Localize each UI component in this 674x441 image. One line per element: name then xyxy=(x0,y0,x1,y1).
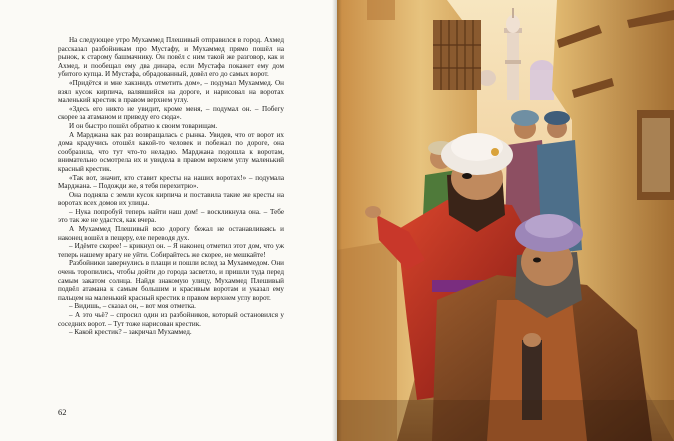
paragraph: И он быстро пошёл обратно к своим товарищам. xyxy=(69,121,218,130)
paragraph: Разбойники завернулись в плащи и пошли вслед за Мухаммедом. Они очень торопились, чтобы дойти до города засветло, и пришли туда перед самым закатом солнца. Найдя знакомую улицу, Мухаммед Плешивый подвёл атамана к самым большим и красивым воротам и указал ему пальцем на маленький красный крестик в правом верхнем углу ворот. xyxy=(58,259,284,302)
paragraph: – А это чьё? – спросил один из разбойников, который остановился у соседних ворот. – Тут тоже нарисован крестик. xyxy=(58,311,284,328)
paragraph: – Нука попробуй теперь найти наш дом! – воскликнула она. – Тебе это так же не удастся, как вчера. xyxy=(58,207,284,225)
book-gutter xyxy=(332,0,342,441)
paragraph: «Здесь его никто не увидит, кроме меня, – подумал он. – Побегу скорее за атаманом и приведу его сюда». xyxy=(58,104,284,122)
page-number: 62 xyxy=(58,407,67,417)
paragraph: – Идёмте скорее! – крикнул он. – Я наконец отметил этот дом, что уж теперь нашему врагу не уйти. Собирайтесь же скорее, не мешкайте! xyxy=(58,242,284,259)
paragraph: – Какой крестик? – закричал Мухаммед. xyxy=(69,328,192,337)
paragraph: На следующее утро Мухаммед Плешивый отправился в город. Ахмед рассказал разбойникам про Мустафу, и Мухаммед прямо пошёл на рынок, к старому башмачнику. Он повёл с ним такой же разговор, как и Ахмед, и пообещал ему два динара, если Мустафа покажет ему дом убитого купца. И Мустафа, обрадованный, довёл его до самых ворот. xyxy=(58,36,284,79)
story-text xyxy=(58,36,284,337)
paragraph: «Так вот, значит, кто ставит кресты на наших воротах!» – подумала Марджана. – Подожди же, я тебя перехитрю». xyxy=(58,173,284,191)
paragraph: А Марджана как раз возвращалась с рынка. Увидев, что от ворот их дома крадучись отошёл какой-то человек и побежал по дороге, она сообразила, что тут что-то неладно. Марджана подошла к воротам, внимательно осмотрела их и увидела в правом верхнем углу маленький красный крестик. xyxy=(58,130,284,173)
paragraph: Она подняла с земли кусок кирпича и поставила такие же кресты на воротах всех домов их улицы. xyxy=(58,190,284,208)
illustration-page xyxy=(337,0,674,441)
paragraph: А Мухаммед Плешивый всю дорогу бежал не останавливаясь и наконец вошёл в пещеру, еле переводя дух. xyxy=(58,225,284,242)
street-illustration xyxy=(337,0,674,441)
paragraph: – Видишь, – сказал он, – вот моя отметка. xyxy=(69,302,196,311)
paragraph: «Придётся и мне хакзнидъ отметить дом», – подумал Мухаммед. Он взял кусок кирпича, валявшийся на дороге, и нарисовал на воротах маленький крестик в правом верхнем углу. xyxy=(58,78,284,105)
